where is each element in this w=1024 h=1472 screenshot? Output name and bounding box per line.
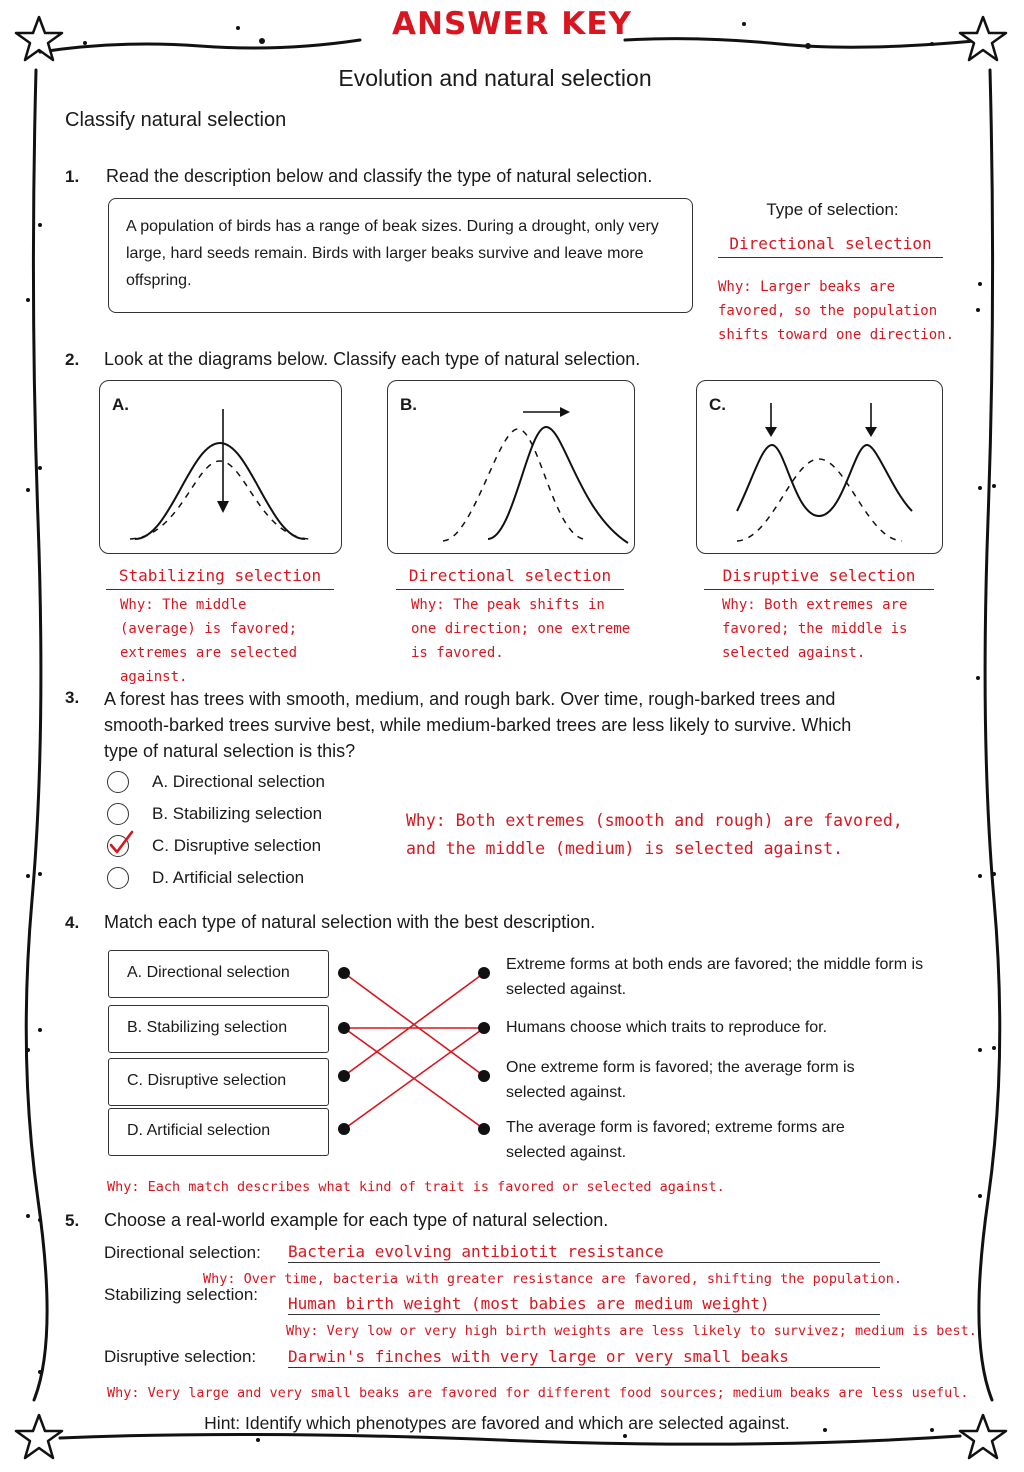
q3-why-line2: and the middle (medium) is selected against. — [406, 839, 844, 858]
q5-disruptive-label: Disruptive selection: — [104, 1347, 257, 1366]
q5-disruptive-answer[interactable]: Darwin's finches with very large or very small beaks — [288, 1347, 880, 1368]
q1-description: A population of birds has a range of beak sizes. During a drought, only very large, hard seeds remain. Birds with larger beaks survive and leave more offspring. — [126, 218, 659, 289]
q3-why-line1: Why: Both extremes (smooth and rough) are favored, — [406, 811, 903, 830]
diagram-b-why: Why: The peak shifts in one direction; one extreme is favored. — [411, 597, 631, 661]
diagram-a-label: A. — [112, 395, 129, 414]
q1-why: Why: Larger beaks are favored, so the population shifts toward one direction. — [718, 279, 955, 343]
answer-key-title: ANSWER KEY — [392, 6, 632, 42]
q1-type-label: Type of selection: — [766, 200, 899, 219]
q4-prompt: Match each type of natural selection with the best description. — [104, 912, 596, 932]
q5-directional-answer[interactable]: Bacteria evolving antibiotit resistance — [288, 1242, 880, 1263]
q5-prompt: Choose a real-world example for each type of natural selection. — [104, 1210, 609, 1230]
q5-directional-why: Why: Over time, bacteria with greater resistance are favored, shifting the population. — [203, 1271, 902, 1287]
q1-number: 1. — [65, 167, 80, 186]
q2-prompt: Look at the diagrams below. Classify each type of natural selection. — [104, 349, 641, 369]
q2-number: 2. — [65, 350, 80, 369]
q5-stabilizing-why: Why: Very low or very high birth weights are less likely to survivez; medium is best. — [286, 1323, 977, 1339]
section-heading: Classify natural selection — [65, 109, 287, 131]
q1-prompt: Read the description below and classify the type of natural selection. — [106, 166, 653, 186]
disruptive-curve — [697, 381, 942, 553]
q4-why: Why: Each match describes what kind of trait is favored or selected against. — [107, 1179, 725, 1195]
match-left-a[interactable]: A. Directional selection — [108, 950, 329, 998]
directional-curve — [388, 381, 634, 553]
q1-description-box — [108, 198, 693, 313]
diagram-c-box — [696, 380, 943, 554]
diagram-c-answer: Disruptive selection — [704, 566, 934, 590]
q5-number: 5. — [65, 1211, 80, 1230]
q5-disruptive-why: Why: Very large and very small beaks are favored for different food sources; medium beaks are less useful. — [107, 1385, 969, 1401]
q3-prompt: A forest has trees with smooth, medium, and rough bark. Over time, rough-barked trees and smooth-barked trees survive best, while medium-barked trees are less likely to survive. Which type of natural selection is this? — [104, 689, 852, 761]
option-a-radio[interactable] — [107, 771, 129, 793]
diagram-c-why: Why: Both extremes are favored; the middle is selected against. — [722, 597, 908, 661]
q4-number: 4. — [65, 913, 80, 932]
diagram-b-answer: Directional selection — [396, 566, 624, 590]
stabilizing-curve — [100, 381, 341, 553]
q1-answer: Directional selection — [718, 234, 943, 258]
checkmark-icon — [104, 828, 136, 860]
page-subtitle: Evolution and natural selection — [338, 65, 652, 91]
match-lines — [330, 955, 500, 1145]
option-c-label: C. Disruptive selection — [152, 836, 322, 855]
match-left-d[interactable]: D. Artificial selection — [108, 1108, 329, 1156]
diagram-c-label: C. — [709, 395, 726, 414]
match-left-b[interactable]: B. Stabilizing selection — [108, 1005, 329, 1053]
q3-number: 3. — [65, 688, 80, 707]
diagram-a-answer: Stabilizing selection — [106, 566, 334, 590]
match-right-3[interactable]: One extreme form is favored; the average form is selected against. — [506, 1059, 855, 1101]
option-a-label: A. Directional selection — [152, 772, 325, 791]
diagram-b-label: B. — [400, 395, 417, 414]
match-right-1[interactable]: Extreme forms at both ends are favored; the middle form is selected against. — [506, 956, 924, 998]
match-right-2[interactable]: Humans choose which traits to reproduce for. — [506, 1019, 828, 1036]
option-b-radio[interactable] — [107, 803, 129, 825]
hint-text: Hint: Identify which phenotypes are favored and which are selected against. — [204, 1413, 790, 1433]
q5-directional-label: Directional selection: — [104, 1243, 261, 1262]
option-b-label: B. Stabilizing selection — [152, 804, 323, 823]
match-right-4[interactable]: The average form is favored; extreme forms are selected against. — [506, 1119, 845, 1161]
option-d-label: D. Artificial selection — [152, 868, 305, 887]
diagram-b-box — [387, 380, 635, 554]
diagram-a-why: Why: The middle (average) is favored; extremes are selected against. — [120, 597, 298, 685]
q5-stabilizing-label: Stabilizing selection: — [104, 1285, 259, 1304]
diagram-a-box — [99, 380, 342, 554]
q5-stabilizing-answer[interactable]: Human birth weight (most babies are medium weight) — [288, 1294, 880, 1315]
match-left-c[interactable]: C. Disruptive selection — [108, 1058, 329, 1106]
option-d-radio[interactable] — [107, 867, 129, 889]
